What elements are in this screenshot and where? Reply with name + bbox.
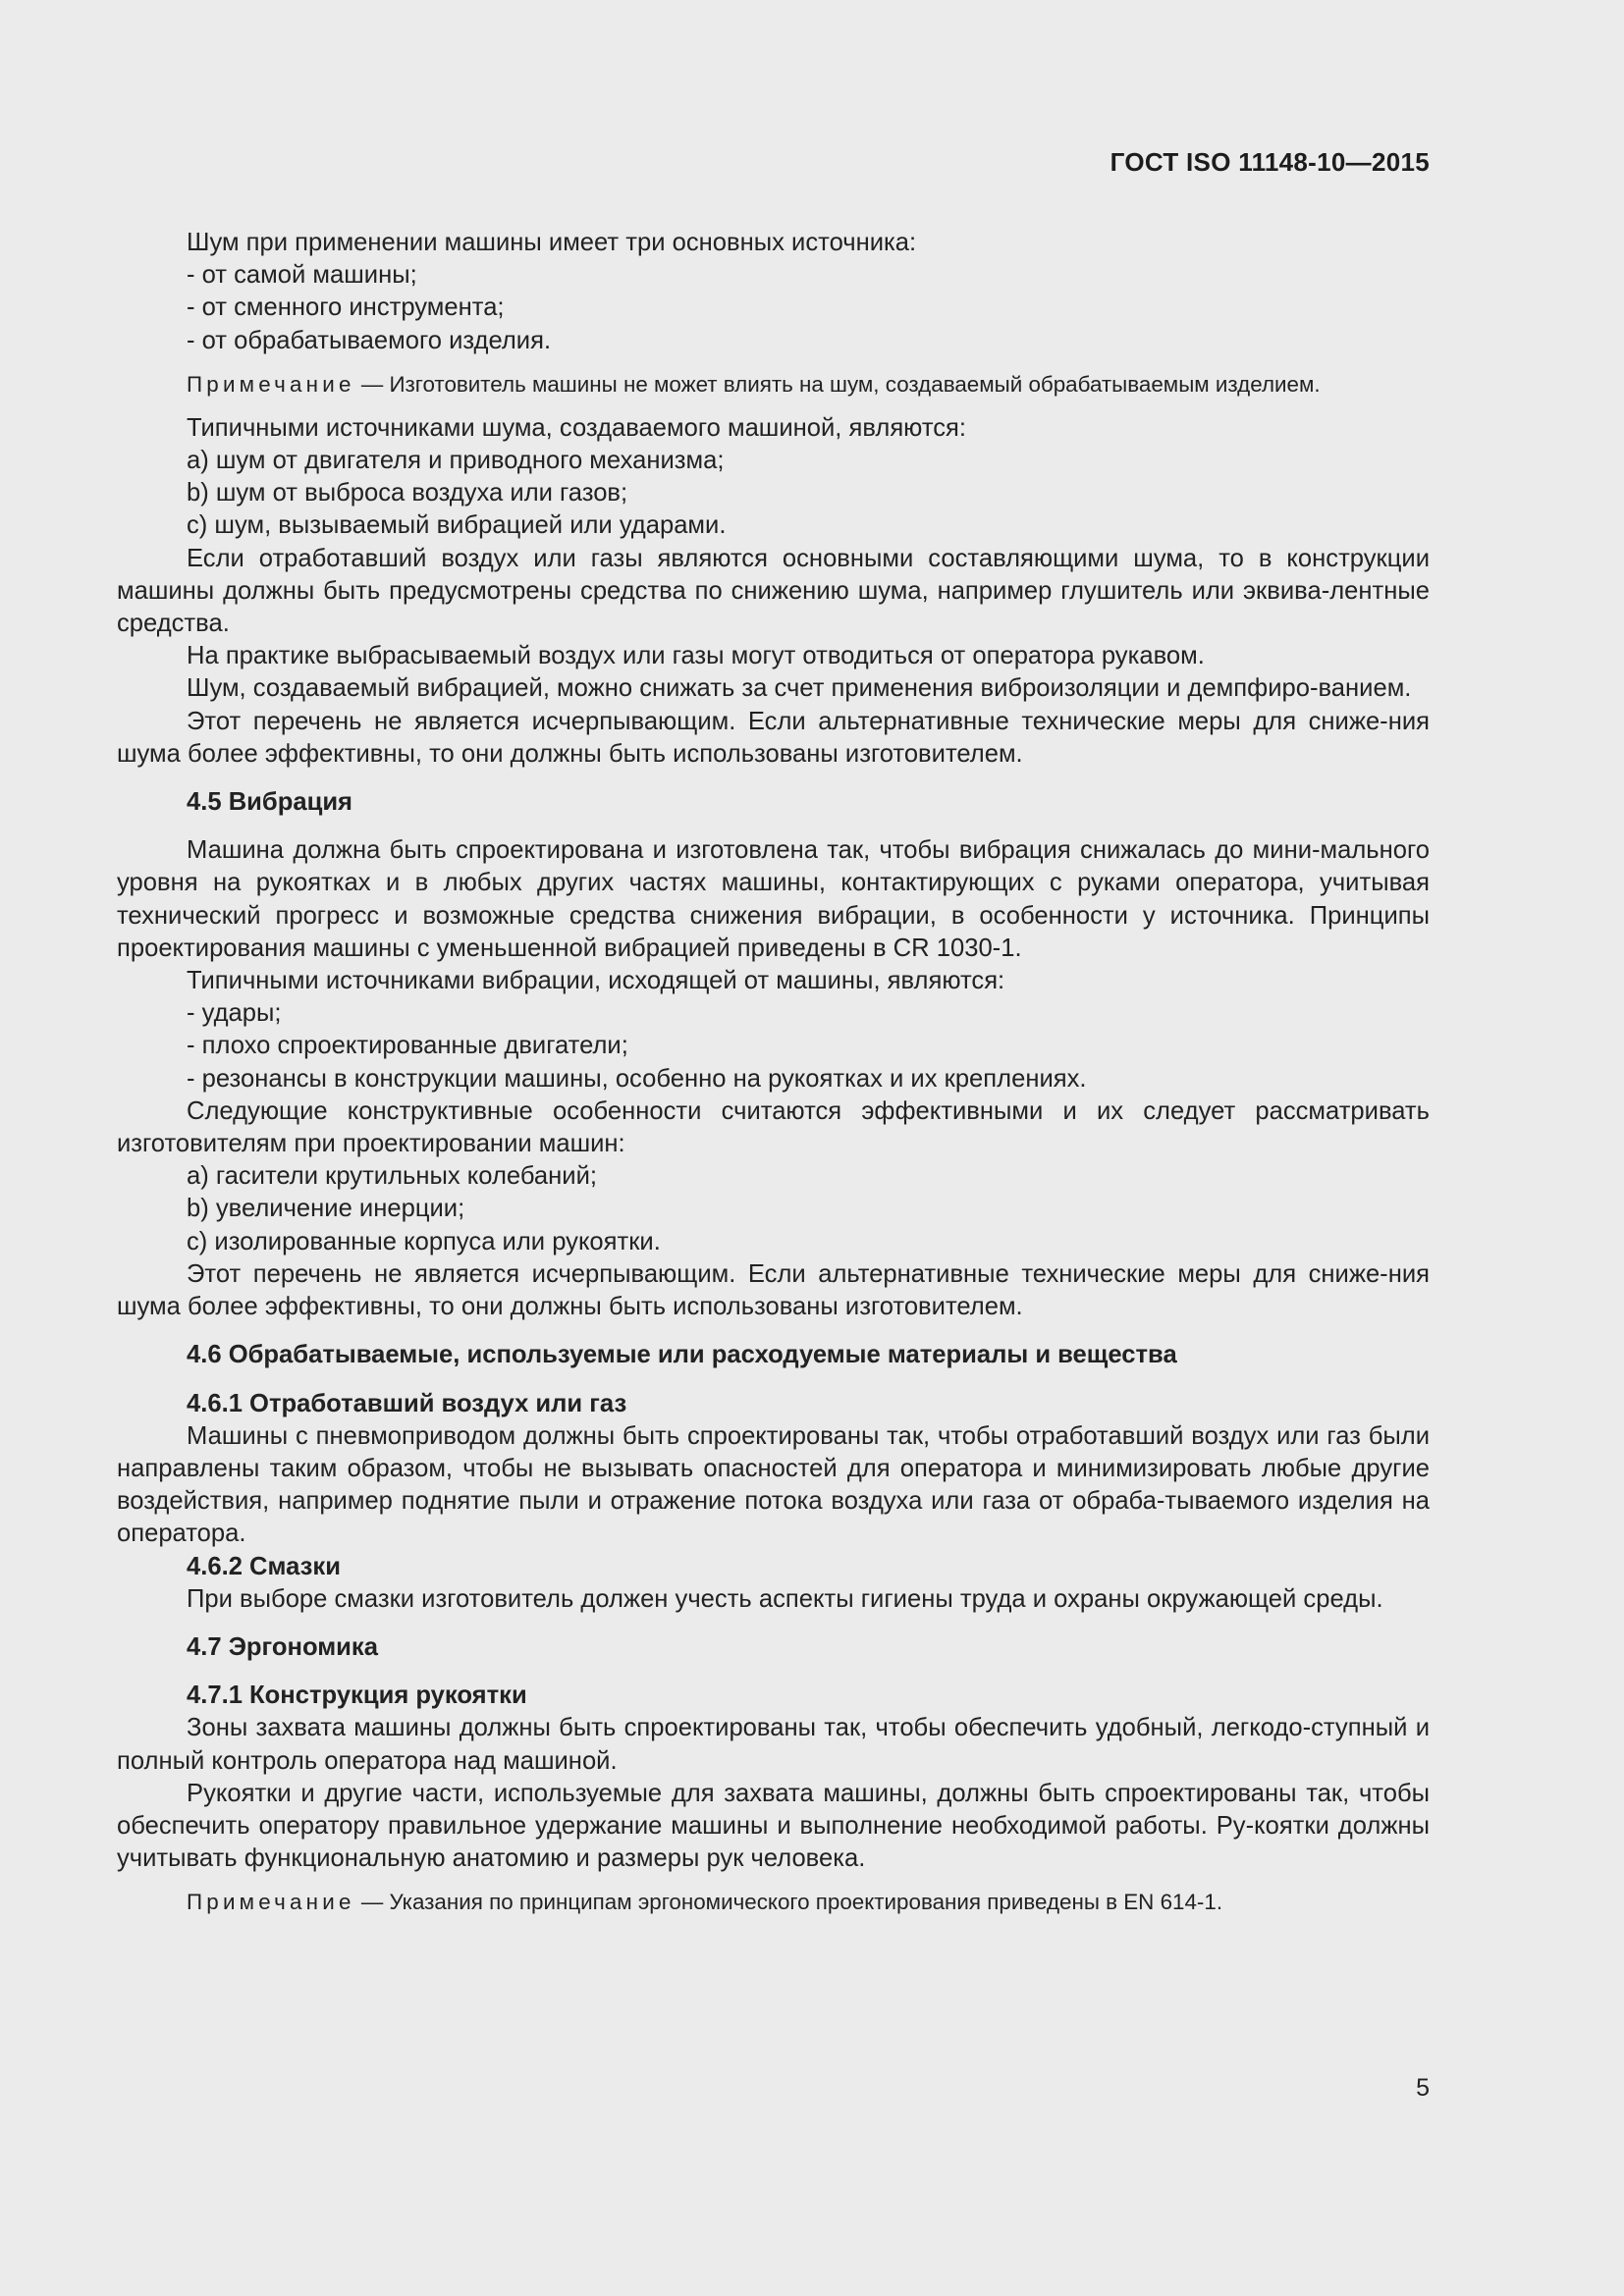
subsection-heading: 4.6.2 Смазки	[187, 1552, 341, 1580]
section-heading: 4.5 Вибрация	[187, 788, 352, 817]
list-item: a) шум от двигателя и приводного механизма;	[187, 447, 725, 475]
note-text: — Указания по принципам эргономического проектирования приведены в EN 614-1.	[354, 1890, 1223, 1915]
note-label: Примечание	[187, 1890, 355, 1915]
list-item: - от обрабатываемого изделия.	[187, 326, 552, 354]
list-item: - резонансы в конструкции машины, особенно на рукоятках и их креплениях.	[187, 1064, 1087, 1093]
list-item: c) изолированные корпуса или рукоятки.	[187, 1227, 661, 1255]
document-id: ГОСТ ISO 11148-10—2015	[1110, 147, 1430, 177]
paragraph: Следующие конструктивные особенности считаются эффективными и их следует рассматривать изготовителям при проектировании машин:	[117, 1096, 1430, 1158]
paragraph: Этот перечень не является исчерпывающим. Если альтернативные технические меры для сниже-ния шума более эффективны, то они должны быть использованы изготовителем.	[117, 707, 1430, 768]
note	[117, 370, 1430, 400]
subsection-heading: 4.6.1 Отработавший воздух или газ	[187, 1389, 627, 1417]
paragraph: Типичными источниками шума, создаваемого машиной, являются:	[187, 413, 967, 442]
paragraph: Рукоятки и другие части, используемые для захвата машины, должны быть спроектированы так, чтобы обеспечить оператору правильное удержание машины и выполнение необходимой работы. Ру-коятки должны учитывать функциональную анатомию и размеры рук человека.	[117, 1779, 1430, 1873]
paragraph: Шум, создаваемый вибрацией, можно снижать за счет применения виброизоляции и демпфиро-ванием.	[187, 674, 1412, 703]
note-text: — Изготовитель машины не может влиять на шум, создаваемый обрабатываемым изделием.	[354, 371, 1321, 397]
list-item: - от сменного инструмента;	[187, 294, 505, 322]
paragraph: Если отработавший воздух или газы являются основными составляющими шума, то в конструкции машины должны быть предусмотрены средства по снижению шума, например глушитель или эквива-лентные средства.	[117, 544, 1430, 638]
paragraph: При выборе смазки изготовитель должен учесть аспекты гигиены труда и охраны окружающей среды.	[187, 1584, 1383, 1613]
list-item: - плохо спроектированные двигатели;	[187, 1032, 628, 1060]
paragraph: Шум при применении машины имеет три основных источника:	[187, 229, 917, 256]
paragraph: На практике выбрасываемый воздух или газы могут отводиться от оператора рукавом.	[187, 642, 1205, 670]
list-item: b) увеличение инерции;	[187, 1195, 465, 1223]
paragraph: Типичными источниками вибрации, исходящей от машины, являются:	[187, 967, 1005, 995]
subsection-heading: 4.7.1 Конструкция рукоятки	[187, 1682, 527, 1710]
list-item: c) шум, вызываемый вибрацией или ударами.	[187, 511, 727, 540]
list-item: - от самой машины;	[187, 261, 417, 290]
page-number: 5	[1416, 2074, 1430, 2102]
section-heading: 4.6 Обрабатываемые, используемые или расходуемые материалы и вещества	[187, 1341, 1177, 1369]
list-item: - удары;	[187, 999, 282, 1028]
paragraph: Машина должна быть спроектирована и изготовлена так, чтобы вибрация снижалась до мини-мального уровня на рукоятках и в любых других частях машины, контактирующих с руками оператора, учитывая технический прогресс и возможные средства снижения вибрации, в особенности у источника. Принципы проектирования машины с уменьшенной вибрацией приведены в CR 1030-1.	[117, 836, 1430, 962]
note-label: Примечание	[187, 371, 355, 397]
list-item: b) шум от выброса воздуха или газов;	[187, 479, 628, 507]
paragraph: Зоны захвата машины должны быть спроектированы так, чтобы обеспечить удобный, легкодо-ступный и полный контроль оператора над машиной.	[117, 1714, 1430, 1775]
note	[117, 1888, 1430, 1917]
list-item: a) гасители крутильных колебаний;	[187, 1162, 597, 1191]
paragraph: Этот перечень не является исчерпывающим. Если альтернативные технические меры для сниже-ния шума более эффективны, то они должны быть использованы изготовителем.	[117, 1259, 1430, 1321]
page-body	[117, 227, 1430, 1930]
section-heading: 4.7 Эргономика	[187, 1632, 378, 1661]
paragraph: Машины с пневмоприводом должны быть спроектированы так, чтобы отработавший воздух или газ были направлены таким образом, чтобы не вызывать опасностей для оператора и минимизировать любые другие воздействия, например поднятие пыли и отражение потока воздуха или газа от обраба-тываемого изделия на оператора.	[117, 1421, 1430, 1548]
